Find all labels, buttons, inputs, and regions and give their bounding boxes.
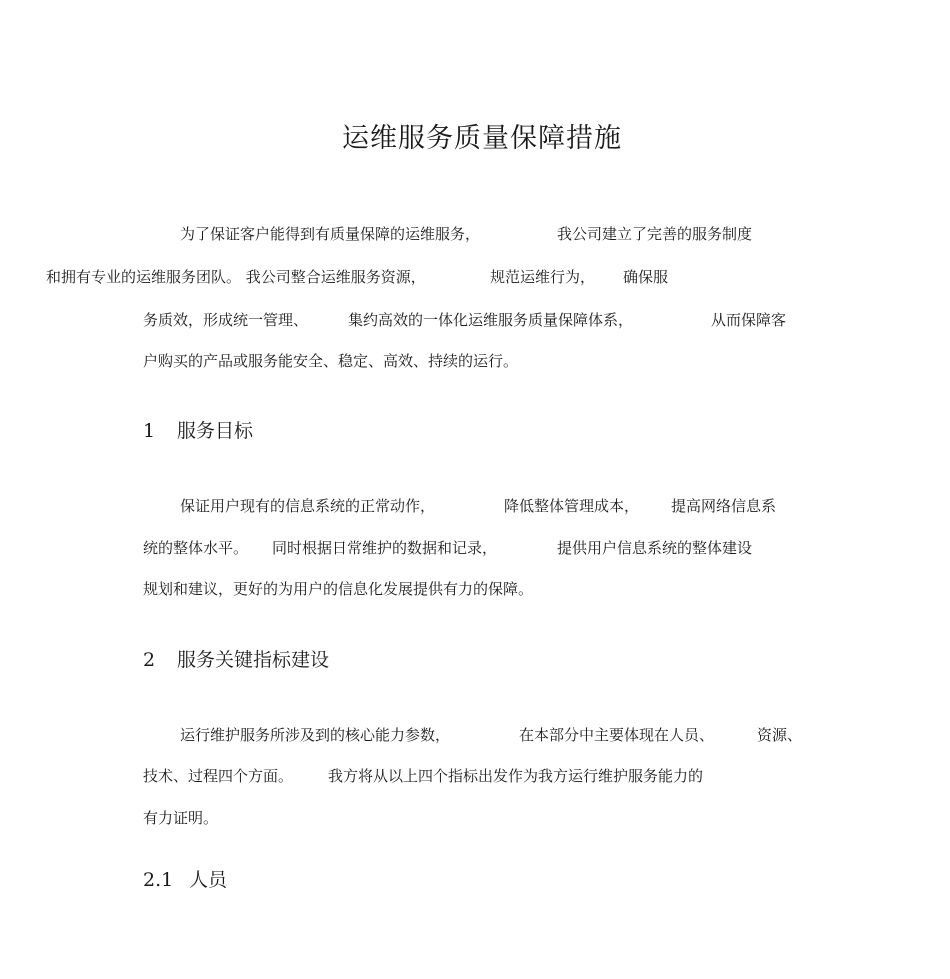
intro-line3-a: 务质效，形成统一管理、 xyxy=(143,311,309,329)
intro-line4: 户购买的产品或服务能安全、稳定、高效、持续的运行。 xyxy=(143,352,519,370)
section1-line1-b: 降低整体管理成本， xyxy=(504,497,640,515)
section2-line1-a: 运行维护服务所涉及到的核心能力参数， xyxy=(180,726,451,744)
document-title: 运维服务质量保障措施 xyxy=(342,123,622,154)
section1-heading xyxy=(143,417,253,445)
section2-line1-c: 资源、 xyxy=(757,726,803,744)
section1-line2-c: 提供用户信息系统的整体建设 xyxy=(557,539,753,557)
section1-line3: 规划和建议，更好的为用户的信息化发展提供有力的保障。 xyxy=(143,580,534,598)
section2-1-heading xyxy=(143,866,227,894)
section2-1-number: 2.1 xyxy=(143,869,174,891)
section1-line1-c: 提高网络信息系 xyxy=(671,497,777,515)
section1-line2-b: 同时根据日常维护的数据和记录， xyxy=(272,539,498,557)
intro-line3-b: 集约高效的一体化运维服务质量保障体系， xyxy=(348,311,634,329)
section2-line2-b: 我方将从以上四个指标出发作为我方运行维护服务能力的 xyxy=(328,767,704,785)
intro-line2-a: 和拥有专业的运维服务团队。 我公司整合运维服务资源， xyxy=(46,268,426,286)
intro-line1-a: 为了保证客户能得到有质量保障的运维服务， xyxy=(180,225,481,243)
section2-line2-a: 技术、过程四个方面。 xyxy=(143,767,294,785)
section1-line1-a: 保证用户现有的信息系统的正常动作， xyxy=(180,497,436,515)
section2-line3: 有力证明。 xyxy=(143,809,219,827)
section2-heading xyxy=(143,646,329,674)
intro-line1-b: 我公司建立了完善的服务制度 xyxy=(557,225,753,243)
section1-line2-a: 统的整体水平。 xyxy=(143,539,249,557)
section2-number: 2 xyxy=(143,649,156,671)
section1-number: 1 xyxy=(143,420,156,442)
section2-1-title: 人员 xyxy=(189,869,228,891)
intro-line2-b: 规范运维行为， xyxy=(490,268,596,286)
section2-line1-b: 在本部分中主要体现在人员、 xyxy=(519,726,715,744)
intro-line3-c: 从而保障客 xyxy=(711,311,787,329)
section1-title: 服务目标 xyxy=(177,420,254,442)
section2-title: 服务关键指标建设 xyxy=(177,649,330,671)
intro-line2-c: 确保服 xyxy=(623,268,669,286)
